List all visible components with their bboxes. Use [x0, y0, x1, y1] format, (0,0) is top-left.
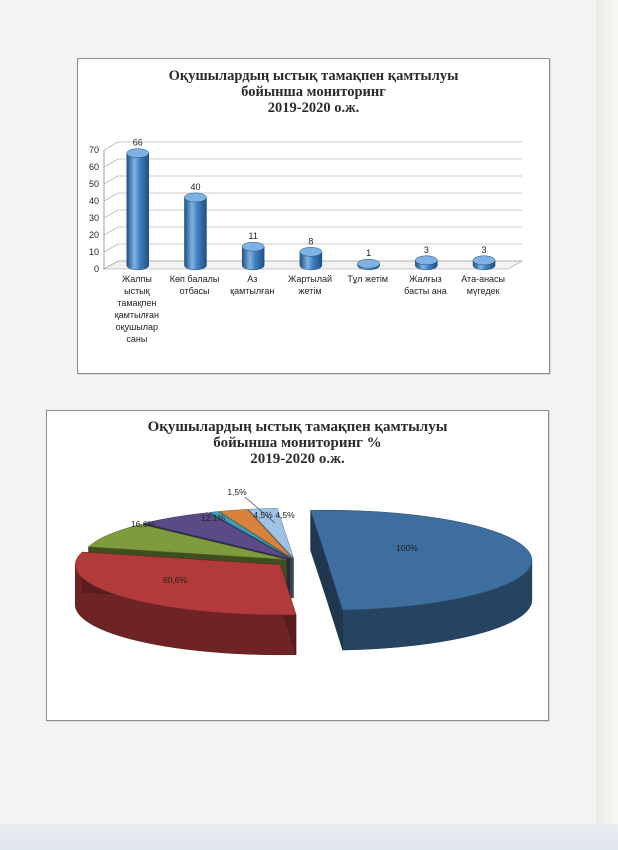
bar [300, 236, 322, 270]
category-label: қамтылған [114, 310, 159, 320]
category-label: саны [126, 334, 148, 344]
bar-title-line-1: Оқушылардың ыстық тамақпен қамтылуы [168, 68, 459, 84]
pie-title-line-3: 2019-2020 о.ж. [250, 451, 345, 467]
gridline-side [104, 176, 118, 184]
gridline-side [104, 142, 118, 150]
category-label: мүгедек [466, 286, 500, 296]
bar-body [184, 197, 206, 270]
category-label: отбасы [179, 286, 210, 296]
category-label: тамақпен [117, 298, 157, 308]
category-label: басты ана [404, 286, 447, 296]
bar-cap [415, 256, 437, 265]
bar-body [127, 153, 149, 270]
pie-title-line-2: бойынша мониторинг % [213, 435, 382, 451]
bar-data-label: 40 [190, 181, 201, 192]
category-label: жетім [298, 286, 322, 296]
bar [127, 138, 149, 270]
pie-slice-label: 12.1% [200, 513, 226, 523]
category-label: Жартылай [287, 274, 333, 284]
pie-slice [75, 552, 296, 655]
gridline-side [104, 210, 118, 218]
category-label: оқушылар [115, 322, 159, 332]
gridline-side [104, 244, 118, 252]
pie-slice-label: 1,5% [227, 487, 247, 497]
category-label: Ата-анасы [461, 274, 506, 284]
bar-data-label: 11 [248, 231, 258, 242]
pie-slice-label: 4,5% [253, 510, 273, 520]
bar-cap [473, 256, 495, 265]
gridline-side [104, 227, 118, 235]
bar-chart-plot [78, 59, 549, 373]
pie-slice-label: 4,5% [275, 510, 295, 520]
y-tick-label: 10 [88, 247, 99, 257]
y-tick-label: 60 [88, 162, 99, 172]
category-label: Көп балалы [169, 274, 220, 284]
bar-data-label: 3 [481, 244, 487, 255]
category-label: қамтылған [230, 286, 275, 296]
bar [415, 245, 437, 270]
bar [358, 248, 380, 270]
pie-slice-label: 100% [396, 543, 418, 553]
y-tick-label: 40 [88, 196, 99, 206]
category-label: Аз [247, 274, 258, 284]
bar-cap [127, 149, 149, 158]
bar-cap [358, 259, 380, 268]
y-tick-label: 0 [93, 264, 99, 274]
category-label: ыстық [124, 286, 150, 296]
y-tick-label: 50 [88, 179, 99, 189]
gridline-side [104, 193, 118, 201]
category-label: Жалпы [121, 274, 152, 284]
page-edge [596, 0, 618, 850]
bar-cap [184, 193, 206, 202]
scan-bottom-band [0, 824, 618, 850]
bar-data-label: 3 [423, 244, 429, 255]
y-tick-label: 20 [88, 230, 99, 240]
bar-cap [242, 242, 264, 251]
bar [473, 245, 495, 270]
bar-data-label: 8 [308, 236, 314, 247]
pie-chart-plot [47, 411, 548, 720]
bar-cap [300, 247, 322, 256]
category-label: Тұл жетім [347, 274, 389, 284]
y-tick-label: 70 [88, 145, 99, 155]
bar-data-label: 66 [132, 137, 143, 148]
gridline-side [104, 159, 118, 167]
bar [184, 182, 206, 270]
bar [242, 231, 264, 270]
bar-title-line-3: 2019-2020 о.ж. [267, 100, 360, 116]
category-label: Жалғыз [409, 274, 442, 284]
pie-slice-label: 60,6% [162, 575, 188, 585]
bar-data-label: 1 [366, 248, 372, 259]
pie-slice-label: 16,6% [130, 519, 156, 529]
bar-chart-frame [77, 58, 550, 374]
pie-title-line-1: Оқушылардың ыстық тамақпен қамтылуы [147, 419, 448, 435]
pie-slice [311, 510, 532, 650]
y-tick-label: 30 [88, 213, 99, 223]
pie-chart-frame [46, 410, 549, 721]
bar-title-line-2: бойынша мониторинг [241, 84, 386, 100]
